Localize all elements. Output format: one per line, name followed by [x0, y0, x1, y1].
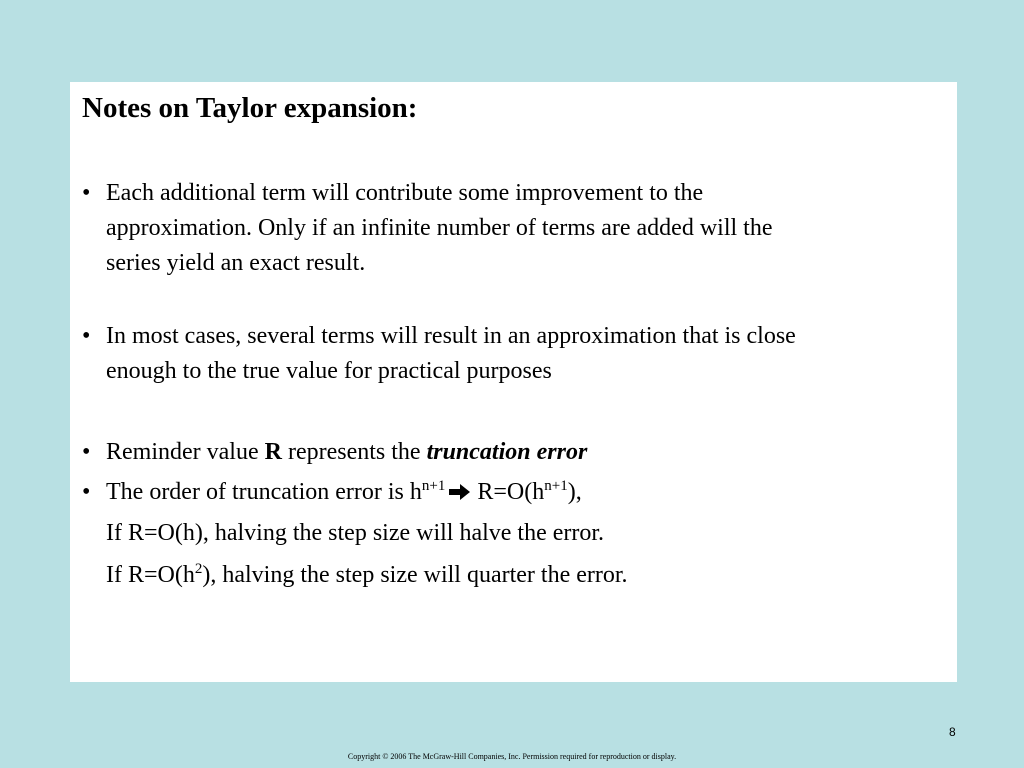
bullet-text-part: The order of truncation error is h — [106, 479, 422, 505]
copyright-notice: Copyright © 2006 The McGraw-Hill Companies, Inc. Permission required for reproduction or display. — [347, 752, 677, 761]
bullet-item-3 — [82, 435, 942, 470]
right-arrow-icon — [449, 477, 471, 512]
superscript: n+1 — [421, 478, 446, 494]
superscript: n+1 — [544, 478, 568, 494]
remainder-symbol: R — [264, 439, 282, 465]
continuation-line-1: If R=O(h), halving the step size will halve the error. — [106, 520, 605, 546]
bullet-marker: • — [82, 479, 91, 505]
bullet-text — [106, 435, 942, 470]
truncation-error-term: truncation error — [426, 439, 588, 465]
bullet-text-part: ), — [567, 479, 582, 505]
bullet-item-1 — [82, 176, 942, 281]
bullet-line: approximation. Only if an infinite number of terms are added will the — [106, 215, 773, 241]
slide-content-panel — [70, 82, 957, 682]
bullet-line: series yield an exact result. — [106, 250, 366, 276]
bullet-text-part: R=O(h — [477, 479, 545, 505]
text-part: ), halving the step size will quarter the error. — [202, 562, 628, 588]
text-part: If R=O(h — [106, 562, 195, 588]
continuation-line-2 — [106, 558, 628, 593]
bullet-text — [106, 176, 942, 281]
slide-title: Notes on Taylor expansion: — [82, 92, 418, 124]
bullet-marker: • — [82, 180, 91, 206]
bullet-text-part: Reminder value — [106, 439, 265, 465]
bullet-line: In most cases, several terms will result in an approximation that is close — [106, 323, 796, 349]
bullet-item-2 — [82, 319, 942, 389]
bullet-text-part: represents the — [281, 439, 427, 465]
bullet-item-4 — [82, 475, 942, 512]
bullet-marker: • — [82, 323, 91, 349]
bullet-marker: • — [82, 439, 91, 465]
page-number: 8 — [949, 725, 956, 739]
bullet-line: Each additional term will contribute some improvement to the — [106, 180, 704, 206]
superscript: 2 — [194, 561, 203, 577]
bullet-text — [106, 475, 942, 512]
bullet-line: enough to the true value for practical purposes — [106, 358, 552, 384]
bullet-text — [106, 319, 942, 389]
